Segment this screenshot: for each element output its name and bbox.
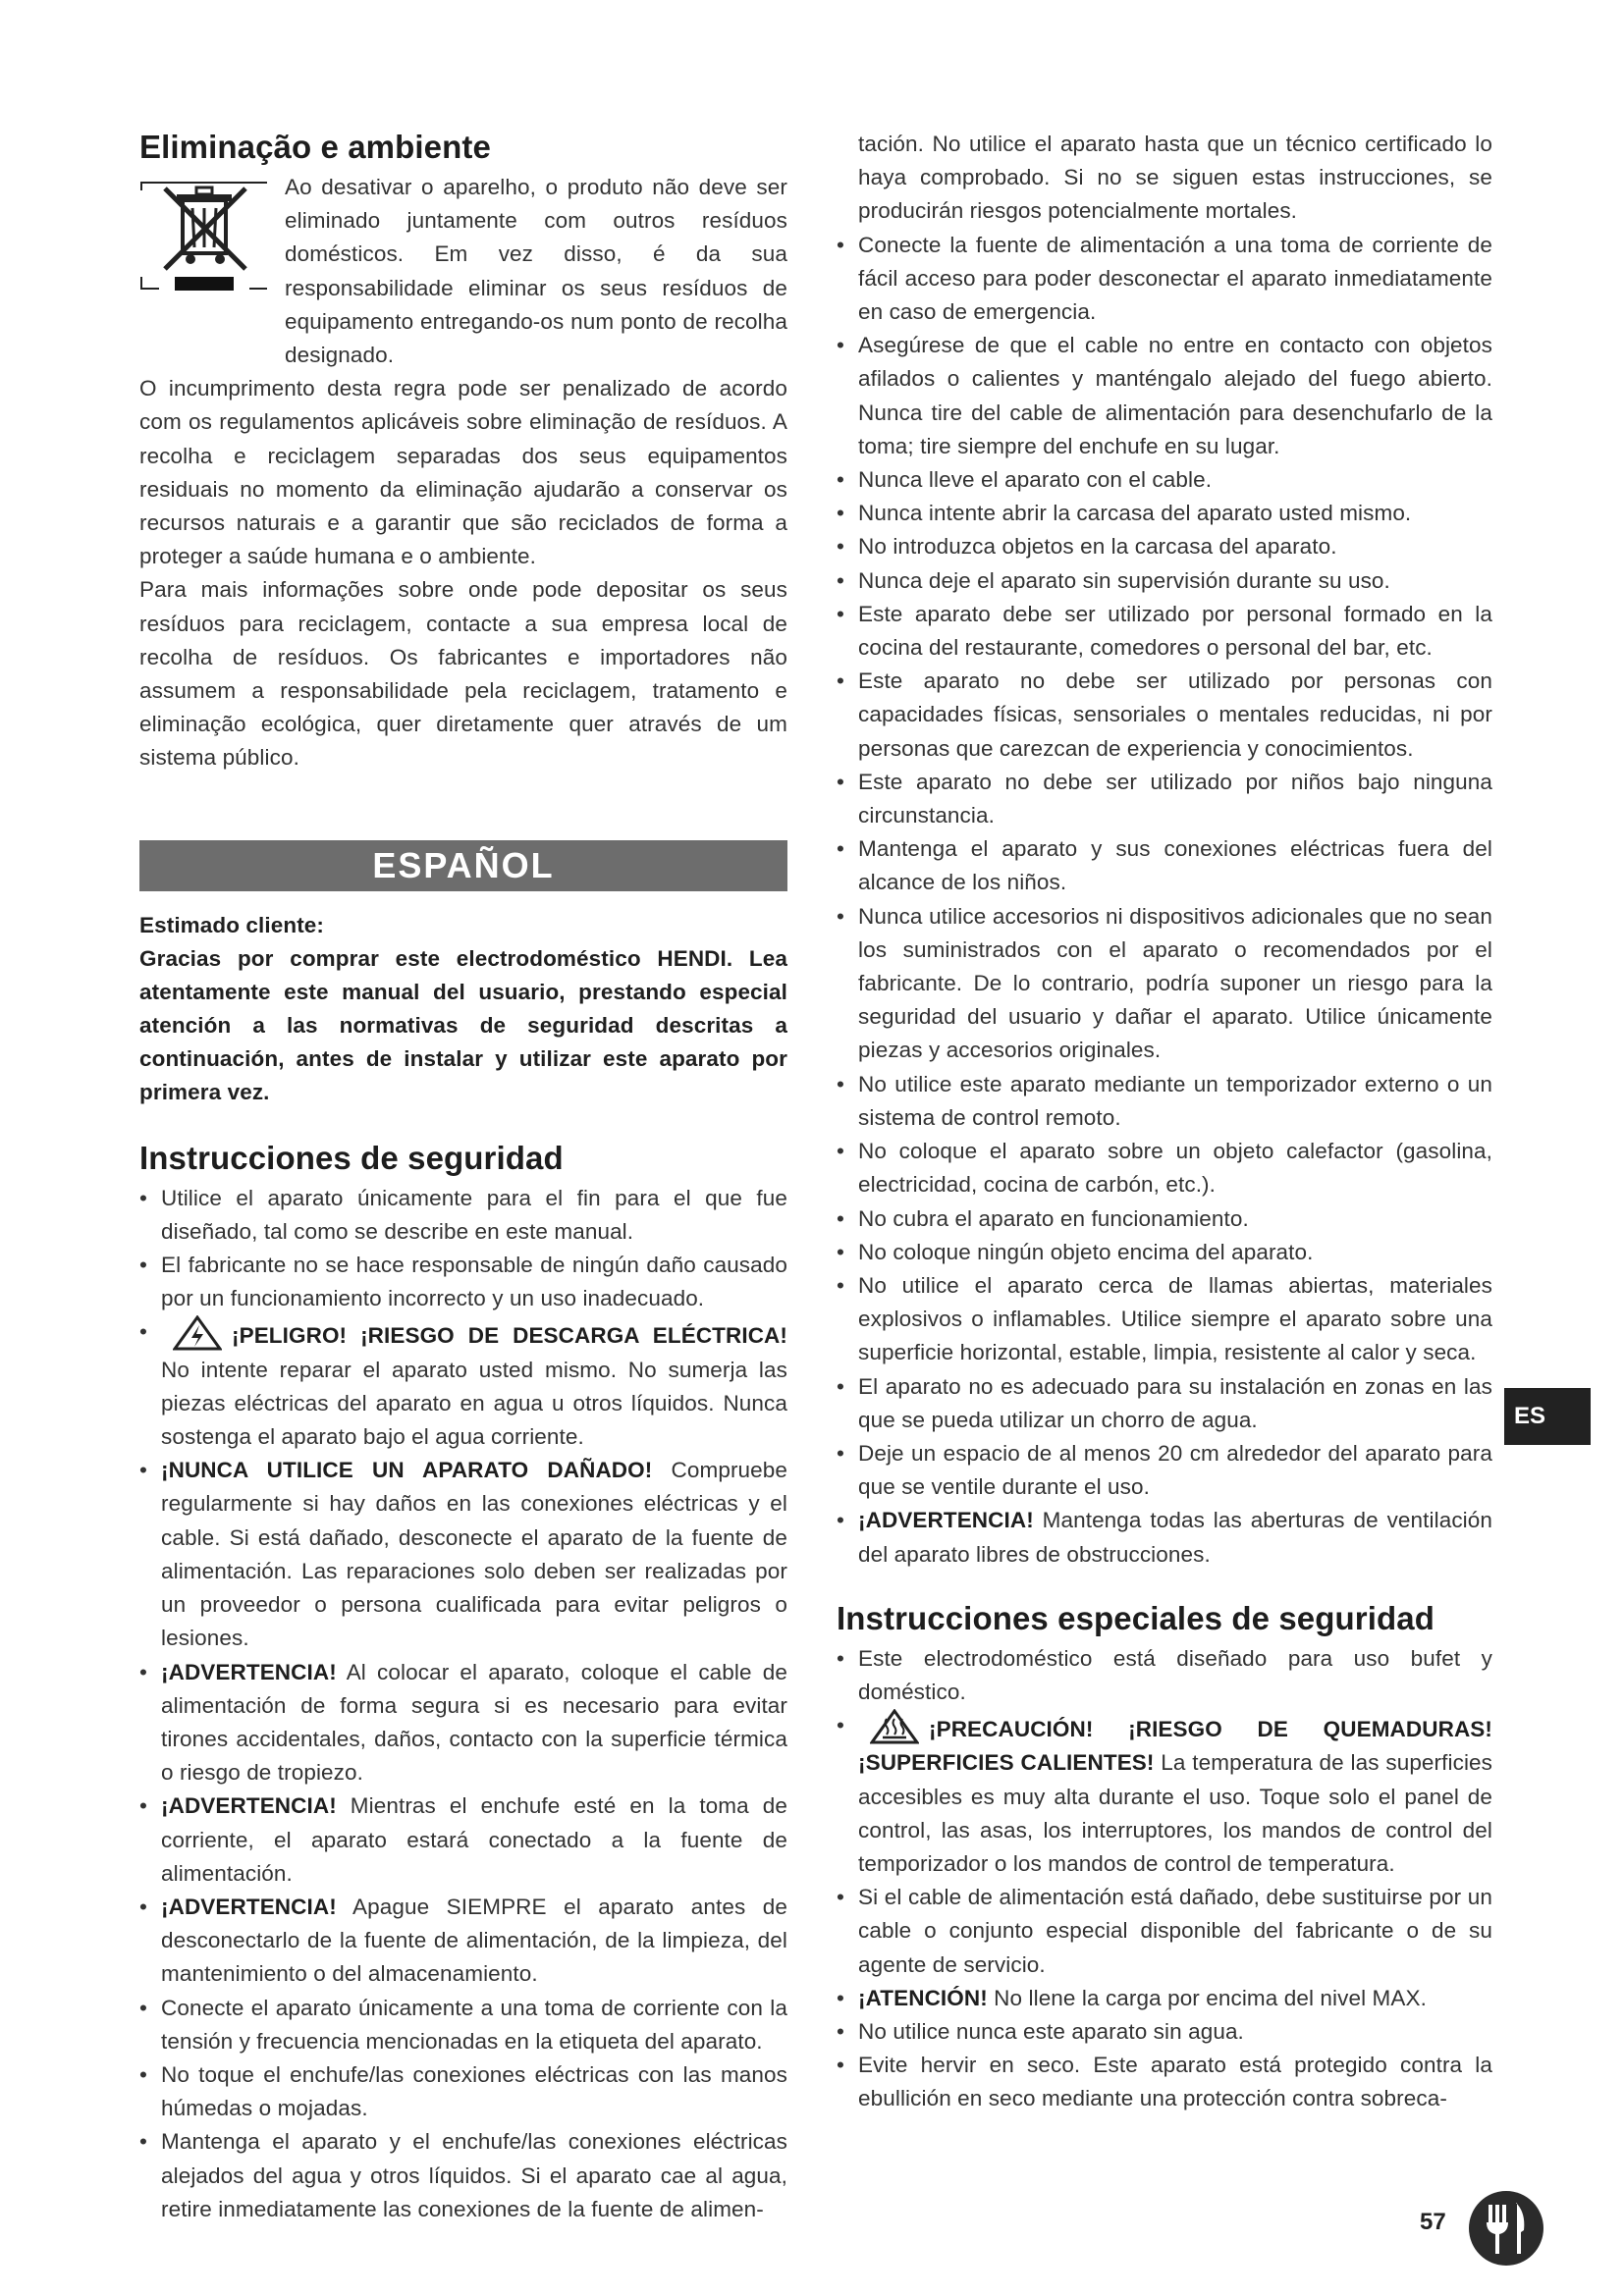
left-column	[139, 128, 787, 2226]
item-text: Compruebe regularmente si hay daños en las conexiones eléctricas y el cable. Si está dañado, desconecte el aparato de la fuente de alimentación. Las reparaciones solo deben ser realizadas por un proveedor o persona cualificada para evitar peligros o lesiones.	[161, 1458, 787, 1651]
item-text: Evite hervir en seco. Este aparato está protegido contra la ebullición en seco mediante una protección contra sobreca-	[858, 2053, 1492, 2111]
intro-greeting: Estimado cliente:	[139, 912, 324, 937]
list-item	[837, 1370, 1492, 1437]
list-item	[837, 1982, 1492, 2015]
safety-list	[139, 1182, 787, 2226]
item-text: No utilice este aparato mediante un temporizador externo o un sistema de control remoto.	[858, 1071, 1492, 1130]
list-item	[837, 229, 1492, 330]
list-item	[837, 1881, 1492, 1982]
item-text: Este aparato no debe ser utilizado por personas con capacidades físicas, sensoriales o mentales reducidas, ni por personas que carezcan de experiencia y conocimientos.	[858, 668, 1492, 761]
intro-text: Gracias por comprar este electrodoméstico HENDI. Lea atentamente este manual del usuario, prestando especial atención a las normativas de seguridad descritas a continuación, antes de instalar y utilizar este aparato por primera vez.	[139, 945, 787, 1104]
list-item	[139, 1315, 787, 1454]
list-item	[837, 1202, 1492, 1236]
list-item	[837, 1504, 1492, 1571]
language-banner: ESPAÑOL	[139, 840, 787, 891]
list-item	[837, 1135, 1492, 1201]
heading-special-safety: Instrucciones especiales de seguridad	[837, 1599, 1435, 1636]
list-item	[139, 1249, 787, 1315]
item-strong: ¡ADVERTENCIA!	[858, 1508, 1034, 1533]
list-item	[139, 1454, 787, 1655]
item-strong: ¡ADVERTENCIA!	[161, 1793, 337, 1819]
list-item	[837, 1709, 1492, 1881]
item-text: Asegúrese de que el cable no entre en contacto con objetos afilados o calientes y manténgalo alejado del fuego abierto. Nunca tire del cable de alimentación para desenchufarlo de la toma; tire siempre del enchufe en su lugar.	[858, 333, 1492, 458]
weee-text: Ao desativar o aparelho, o produto não deve ser eliminado juntamente com outros resíduos domésticos. Em vez disso, é da sua responsabilidade eliminar os seus resíduos de equipamento entregando-os num ponto de recolha designado.	[285, 175, 787, 368]
item-text: No utilice nunca este aparato sin agua.	[858, 2018, 1244, 2044]
item-text: Deje un espacio de al menos 20 cm alrededor del aparato para que se ventile durante el uso.	[858, 1440, 1492, 1500]
list-item	[837, 463, 1492, 497]
item-strong: ¡ATENCIÓN!	[858, 1985, 988, 2010]
right-column	[837, 128, 1492, 2116]
item-text: Este electrodoméstico está diseñado para uso bufet y doméstico.	[858, 1645, 1492, 1704]
pt-paragraph-1: O incumprimento desta regra pode ser penalizado de acordo com os regulamentos aplicáveis sobre eliminação de resíduos. A recolha e reciclagem separadas dos seus equipamentos residuais no momento da eliminação ajudarão a conservar os recursos naturais e a garantir que são reciclados de forma a proteger a saúde humana e o ambiente.	[139, 376, 787, 569]
item-text: El fabricante no se hace responsable de ningún daño causado por un funcionamiento incorrecto y un uso inadecuado.	[161, 1253, 787, 1311]
list-item	[837, 1236, 1492, 1269]
heading-eliminacao: Eliminação e ambiente	[139, 129, 491, 165]
item-text: Mantenga el aparato y el enchufe/las conexiones eléctricas alejados del agua y otros líquidos. Si el aparato cae al agua, retire inmediatamente las conexiones de la fuente de alimen-	[161, 2129, 787, 2221]
list-item	[139, 2058, 787, 2125]
list-item	[837, 665, 1492, 766]
continued-text: tación. No utilice el aparato hasta que un técnico certificado lo haya comprobado. Si no se siguen estas instrucciones, se producirán riesgos potencialmente mortales.	[858, 132, 1492, 224]
language-side-tab: ES	[1504, 1388, 1591, 1445]
item-text: Este aparato no debe ser utilizado por niños bajo ninguna circunstancia.	[858, 769, 1492, 828]
safety-list-continued	[837, 229, 1492, 1572]
item-text: No coloque ningún objeto encima del aparato.	[858, 1239, 1314, 1264]
item-text: No cubra el aparato en funcionamiento.	[858, 1205, 1249, 1231]
item-text: No toque el enchufe/las conexiones eléctricas con las manos húmedas o mojadas.	[161, 2061, 787, 2121]
list-item	[837, 1068, 1492, 1135]
list-item	[837, 900, 1492, 1068]
special-safety-list	[837, 1642, 1492, 2116]
list-item	[139, 1789, 787, 1891]
item-text: No coloque el aparato sobre un objeto calefactor (gasolina, electricidad, cocina de carbón, etc.).	[858, 1139, 1492, 1198]
list-item	[837, 329, 1492, 463]
item-text: La temperatura de las superficies accesibles es muy alta durante el uso. Toque solo el panel de control, las asas, los interruptores, los mandos de control del temporizador o los mandos de control de temperatura.	[858, 1750, 1493, 1876]
list-item	[837, 2015, 1492, 2049]
item-text: Si el cable de alimentación está dañado, debe sustituirse por un cable o conjunto especial disponible del fabricante o de su agente de servicio.	[858, 1885, 1492, 1977]
item-text: El aparato no es adecuado para su instalación en zonas en las que se pueda utilizar un chorro de agua.	[858, 1373, 1492, 1432]
item-strong: ¡PRECAUCIÓN! ¡RIESGO DE QUEMADURAS! ¡SUPERFICIES CALIENTES!	[858, 1717, 1492, 1776]
item-text: Nunca deje el aparato sin supervisión durante su uso.	[858, 567, 1390, 593]
list-item	[837, 1437, 1492, 1504]
item-text: Mantenga todas las aberturas de ventilación del aparato libres de obstrucciones.	[858, 1508, 1492, 1567]
item-strong: ¡ADVERTENCIA!	[161, 1894, 337, 1919]
list-item	[837, 598, 1492, 665]
list-item	[139, 1891, 787, 1992]
item-strong: ¡PELIGRO! ¡RIESGO DE DESCARGA ELÉCTRICA!	[232, 1323, 787, 1349]
item-text: No utilice el aparato cerca de llamas abiertas, materiales explosivos o inflamables. Utilice siempre el aparato sobre una superficie horizontal, estable, limpia, resistente al calor y seca.	[858, 1272, 1492, 1365]
list-item	[139, 1992, 787, 2058]
list-item	[139, 1182, 787, 1249]
item-text: Mantenga el aparato y sus conexiones eléctricas fuera del alcance de los niños.	[858, 836, 1492, 895]
item-strong: ¡ADVERTENCIA!	[161, 1659, 337, 1684]
weee-block	[139, 171, 787, 372]
list-item	[837, 832, 1492, 899]
list-item	[837, 1642, 1492, 1709]
list-item	[837, 497, 1492, 530]
item-text: Conecte la fuente de alimentación a una toma de corriente de fácil acceso para poder desconectar el aparato inmediatamente en caso de emergencia.	[858, 232, 1492, 325]
weee-bin-icon	[139, 179, 269, 296]
item-text: Utilice el aparato únicamente para el fin para el que fue diseñado, tal como se describe en este manual.	[161, 1185, 787, 1244]
list-item	[837, 564, 1492, 598]
intro-block	[139, 909, 787, 1109]
list-item	[837, 530, 1492, 563]
item-text: Nunca utilice accesorios ni dispositivos adicionales que no sean los suministrados con el aparato o recomendados por el fabricante. De lo contrario, podría suponer un riesgo para la seguridad del usuario y dañar el aparato. Utilice únicamente piezas y accesorios originales.	[858, 903, 1492, 1063]
item-text: No intente reparar el aparato usted mismo. No sumerja las piezas eléctricas del aparato en agua u otros líquidos. Nunca sostenga el aparato bajo el agua corriente.	[161, 1357, 787, 1450]
heading-safety: Instrucciones de seguridad	[139, 1139, 564, 1176]
item-text: Nunca intente abrir la carcasa del aparato usted mismo.	[858, 501, 1412, 526]
item-text: Conecte el aparato únicamente a una toma de corriente con la tensión y frecuencia mencionadas en la etiqueta del aparato.	[161, 1995, 787, 2054]
list-item	[139, 1656, 787, 1790]
item-text: Este aparato debe ser utilizado por personal formado en la cocina del restaurante, comedores o personal del bar, etc.	[858, 601, 1492, 661]
list-item	[139, 2125, 787, 2226]
hot-surface-icon	[870, 1709, 919, 1744]
item-text: Apague SIEMPRE el aparato antes de desconectarlo de la fuente de alimentación, de la limpieza, del mantenimiento o del almacenamiento.	[161, 1894, 787, 1987]
item-text: No llene la carga por encima del nivel MAX.	[987, 1985, 1427, 2010]
electric-hazard-icon	[173, 1315, 222, 1351]
item-text: Al colocar el aparato, coloque el cable de alimentación de forma segura si es necesario para evitar tirones accidentales, daños, contacto con la superficie térmica o riesgo de tropiezo.	[161, 1659, 787, 1786]
page-number: 57	[1420, 2209, 1446, 2235]
item-text: Nunca lleve el aparato con el cable.	[858, 467, 1213, 493]
pt-paragraph-2: Para mais informações sobre onde pode depositar os seus resíduos para reciclagem, contacte a sua empresa local de recolha de resíduos. Os fabricantes e importadores não assumem a responsabilidade pela reciclagem, tratamento e eliminação ecológica, quer diretamente quer através de um sistema público.	[139, 577, 787, 771]
cutlery-logo-icon	[1467, 2189, 1545, 2268]
list-item	[837, 766, 1492, 832]
item-text: Mientras el enchufe esté en la toma de corriente, el aparato estará conectado a la fuente de alimentación.	[161, 1793, 787, 1886]
item-text: No introduzca objetos en la carcasa del aparato.	[858, 534, 1337, 560]
item-strong: ¡NUNCA UTILICE UN APARATO DAÑADO!	[161, 1458, 653, 1483]
list-item	[837, 2049, 1492, 2115]
list-item	[837, 1269, 1492, 1370]
